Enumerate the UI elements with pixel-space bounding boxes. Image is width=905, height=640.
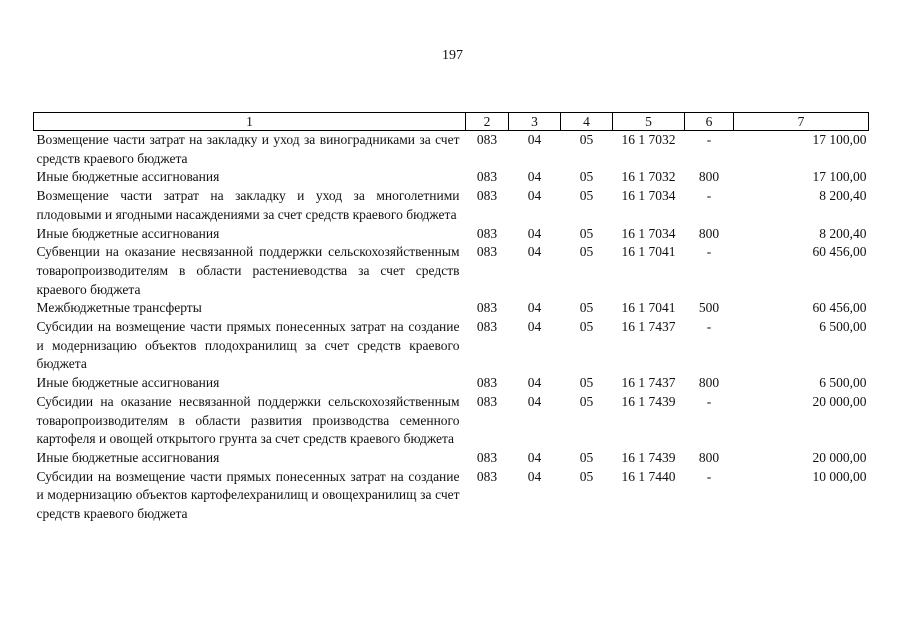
table-row: [34, 131, 869, 169]
subsection-code: 05: [579, 449, 594, 465]
item-name: Субвенции на оказание несвязанной поддержки сельскохозяйственным товаропроизводителям в области растениеводства за счет средств краевого бюджета: [36, 244, 460, 297]
expense-type-code: -: [706, 393, 712, 409]
target-article-code: 16 1 7041: [621, 244, 676, 260]
expense-type-code: 800: [698, 225, 720, 241]
ministry-code: 083: [476, 300, 498, 316]
header-cell-1: 1: [34, 113, 466, 131]
section-code: 04: [527, 468, 542, 484]
target-article-code: 16 1 7034: [621, 188, 676, 204]
section-code: 04: [527, 225, 542, 241]
header-cell-7: 7: [734, 113, 869, 131]
ministry-code: 083: [476, 225, 498, 241]
item-name: Субсидии на оказание несвязанной поддержки сельскохозяйственным товаропроизводителям в области развития производства семенного картофеля и овощей открытого грунта за счет средств краевого бюджета: [36, 393, 460, 447]
budget-table: [33, 112, 869, 524]
table-row: [34, 225, 869, 244]
ministry-code: 083: [476, 244, 498, 260]
subsection-code: 05: [579, 393, 594, 409]
table-row: [34, 243, 869, 299]
page-number: 197: [442, 48, 463, 63]
amount: 6 500,00: [819, 319, 867, 335]
section-code: 04: [527, 132, 542, 147]
subsection-code: 05: [579, 375, 594, 391]
section-code: 04: [527, 169, 542, 185]
ministry-code: 083: [476, 132, 498, 147]
target-article-code: 16 1 7437: [621, 319, 676, 335]
section-code: 04: [527, 244, 542, 260]
amount: 8 200,40: [819, 188, 867, 204]
ministry-code: 083: [476, 468, 498, 484]
section-code: 04: [527, 393, 542, 409]
item-name: Возмещение части затрат на закладку и уход за виноградниками за счет средств краевого бюджета: [36, 132, 460, 166]
header-cell-2: 2: [466, 113, 509, 131]
subsection-code: 05: [579, 169, 594, 185]
item-name: Иные бюджетные ассигнования: [36, 449, 220, 465]
section-code: 04: [527, 319, 542, 335]
target-article-code: 16 1 7041: [621, 300, 676, 316]
target-article-code: 16 1 7032: [621, 169, 676, 185]
item-name: Субсидии на возмещение части прямых понесенных затрат на создание и модернизацию объектов плодохранилищ за счет средств краевого бюджета: [36, 319, 460, 372]
amount: 6 500,00: [819, 375, 867, 391]
expense-type-code: -: [706, 132, 712, 147]
amount: 17 100,00: [812, 169, 867, 185]
header-cell-5: 5: [613, 113, 685, 131]
expense-type-code: 800: [698, 169, 720, 185]
target-article-code: 16 1 7439: [621, 449, 676, 465]
item-name: Возмещение части затрат на закладку и уход за многолетними плодовыми и ягодными насаждениями за счет средств краевого бюджета: [36, 188, 460, 222]
target-article-code: 16 1 7437: [621, 375, 676, 391]
subsection-code: 05: [579, 188, 594, 204]
subsection-code: 05: [579, 225, 594, 241]
target-article-code: 16 1 7034: [621, 225, 676, 241]
table-row: [34, 299, 869, 318]
target-article-code: 16 1 7032: [621, 132, 676, 147]
table-row: [34, 318, 869, 374]
header-cell-6: 6: [685, 113, 734, 131]
expense-type-code: -: [706, 468, 712, 484]
section-code: 04: [527, 449, 542, 465]
item-name: Иные бюджетные ассигнования: [36, 225, 220, 241]
target-article-code: 16 1 7439: [621, 393, 676, 409]
amount: 8 200,40: [819, 225, 867, 241]
table-row: [34, 374, 869, 393]
amount: 60 456,00: [812, 300, 867, 316]
table-row: [34, 393, 869, 449]
amount: 20 000,00: [812, 393, 867, 409]
ministry-code: 083: [476, 169, 498, 185]
subsection-code: 05: [579, 468, 594, 484]
item-name: Субсидии на возмещение части прямых понесенных затрат на создание и модернизацию объектов картофелехранилищ и овощехранилищ за счет средств краевого бюджета: [36, 468, 460, 522]
header-cell-3: 3: [509, 113, 561, 131]
expense-type-code: 800: [698, 449, 720, 465]
header-row: [34, 113, 869, 131]
item-name: Иные бюджетные ассигнования: [36, 375, 220, 391]
subsection-code: 05: [579, 300, 594, 316]
subsection-code: 05: [579, 244, 594, 260]
amount: 10 000,00: [812, 468, 867, 484]
ministry-code: 083: [476, 449, 498, 465]
ministry-code: 083: [476, 188, 498, 204]
ministry-code: 083: [476, 393, 498, 409]
section-code: 04: [527, 188, 542, 204]
amount: 60 456,00: [812, 244, 867, 260]
section-code: 04: [527, 300, 542, 316]
amount: 17 100,00: [812, 132, 867, 147]
header-cell-4: 4: [561, 113, 613, 131]
subsection-code: 05: [579, 319, 594, 335]
target-article-code: 16 1 7440: [621, 468, 676, 484]
subsection-code: 05: [579, 132, 594, 147]
expense-type-code: 800: [698, 375, 720, 391]
expense-type-code: -: [706, 188, 712, 204]
expense-type-code: -: [706, 319, 712, 335]
section-code: 04: [527, 375, 542, 391]
expense-type-code: -: [706, 244, 712, 260]
item-name: Межбюджетные трансферты: [36, 300, 202, 316]
item-name: Иные бюджетные ассигнования: [36, 169, 220, 185]
amount: 20 000,00: [812, 449, 867, 465]
table-row: [34, 468, 869, 524]
table-row: [34, 449, 869, 468]
table-row: [34, 187, 869, 224]
table-row: [34, 168, 869, 187]
expense-type-code: 500: [698, 300, 720, 316]
ministry-code: 083: [476, 319, 498, 335]
ministry-code: 083: [476, 375, 498, 391]
